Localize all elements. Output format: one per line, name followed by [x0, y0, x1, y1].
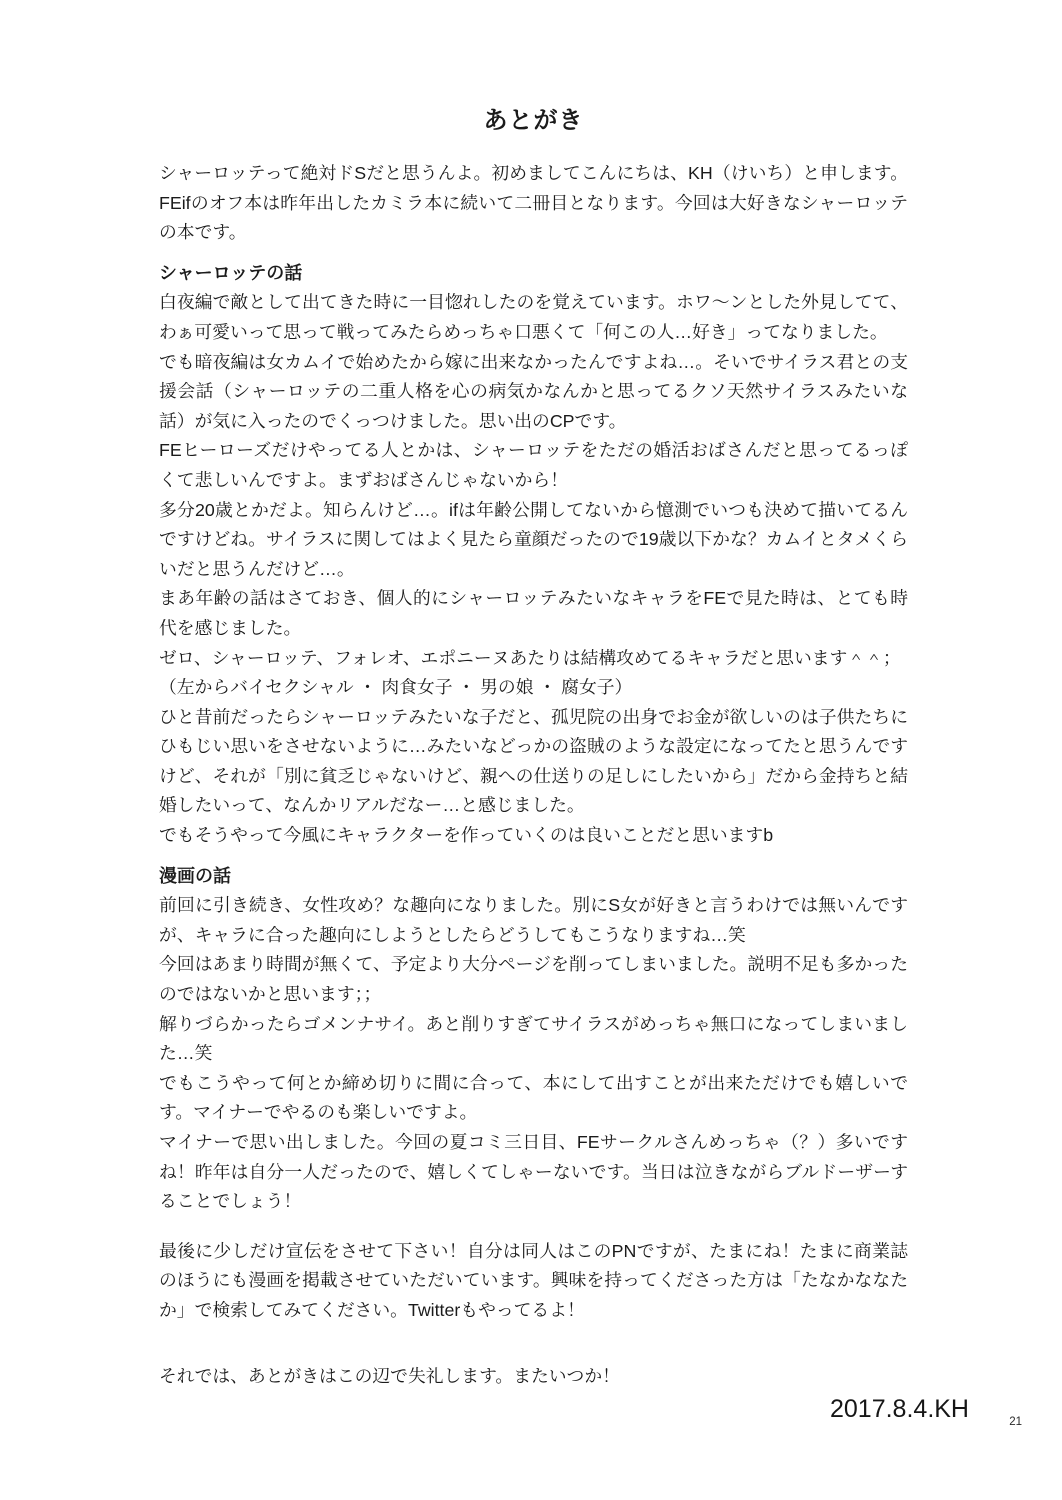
paragraph: ひと昔前だったらシャーロッテみたいな子だと、孤児院の出身でお金が欲しいのは子供たちにひもじい思いをさせないように…みたいなどっかの盗賊のような設定になってたと思うんですけど、それが「別に貧乏じゃないけど、親への仕送りの足しにしたいから」だから金持ちと結婚したいって、なんかリアルだなー…と感じました。: [159, 706, 908, 816]
paragraph: マイナーで思い出しました。今回の夏コミ三日目、FEサークルさんめっちゃ（？）多いですね！昨年は自分一人だったので、嬉しくてしゃーないです。当日は泣きながらブルドーザーすることでしょう！: [159, 1132, 908, 1212]
paragraph: 多分20歳とかだよ。知らんけど…。ifは年齢公開してないから憶測でいつも決めて描いてるんですけどね。サイラスに関してはよく見たら童顔だったので19歳以下かな？カムイとタメくらいだと思うんだけど…。: [159, 499, 908, 579]
paragraph: でもこうやって何とか締め切りに間に合って、本にして出すことが出来ただけでも嬉しいです。マイナーでやるのも楽しいですよ。: [159, 1072, 908, 1123]
signature-date: 2017.8.4.KH: [830, 1395, 969, 1424]
paragraph: でも暗夜編は女カムイで始めたから嫁に出来なかったんですよね…。そいでサイラス君との支援会話（シャーロッテの二重人格を心の病気かなんかと思ってるクソ天然サイラスみたいな話）が気に入ったのでくっつけました。思い出のCPです。: [159, 351, 908, 431]
paragraph: （左からバイセクシャル ・ 肉食女子 ・ 男の娘 ・ 腐女子）: [159, 677, 633, 698]
paragraph: 今回はあまり時間が無くて、予定より大分ページを削ってしまいました。説明不足も多かったのではないかと思います；；: [159, 954, 908, 1005]
paragraph: FEヒーローズだけやってる人とかは、シャーロッテをただの婚活おばさんだと思ってるっぽくて悲しいんですよ。まずおばさんじゃないから！: [159, 440, 908, 490]
section-heading-charlotte: シャーロッテの話: [159, 262, 303, 283]
page-number: 21: [1009, 1416, 1022, 1428]
paragraph: ゼロ、シャーロッテ、フォレオ、エポニーヌあたりは結構攻めてるキャラだと思います＾＾；: [159, 647, 901, 668]
closing-line: それでは、あとがきはこの辺で失礼します。またいつか！: [159, 1365, 620, 1386]
paragraph: 白夜編で敵として出てきた時に一目惚れしたのを覚えています。ホワ〜ンとした外見してて、わぁ可愛いって思って戦ってみたらめっちゃ口悪くて「何この人…好き」ってなりました。: [159, 292, 908, 342]
paragraph: 前回に引き続き、女性攻め？な趣向になりました。別にS女が好きと言うわけでは無いんですが、キャラに合った趣向にしようとしたらどうしてもこうなりますね…笑: [159, 895, 908, 945]
paragraph: でもそうやって今風にキャラクターを作っていくのは良いことだと思いますb: [159, 825, 774, 846]
page-title: あとがき: [483, 107, 584, 134]
page-content: [159, 104, 969, 1424]
paragraph: 解りづらかったらゴメンナサイ。あと削りすぎてサイラスがめっちゃ無口になってしまいました…笑: [159, 1013, 908, 1064]
section-heading-manga: 漫画の話: [159, 865, 231, 886]
paragraph: まあ年齢の話はさておき、個人的にシャーロッテみたいなキャラをFEで見た時は、とても時代を感じました。: [159, 588, 908, 638]
promo-paragraph: 最後に少しだけ宣伝をさせて下さい！自分は同人はこのPNですが、たまにね！たまに商業誌のほうにも漫画を掲載させていただいています。興味を持ってくださった方は「たなかななたか」で検索してみてください。Twitterもやってるよ！: [159, 1240, 908, 1320]
intro-paragraph: シャーロッテって絶対ドSだと思うんよ。初めましてこんにちは、KH（けいち）と申します。FEifのオフ本は昨年出したカミラ本に続いて二冊目となります。今回は大好きなシャーロッテの本です。: [159, 163, 908, 243]
